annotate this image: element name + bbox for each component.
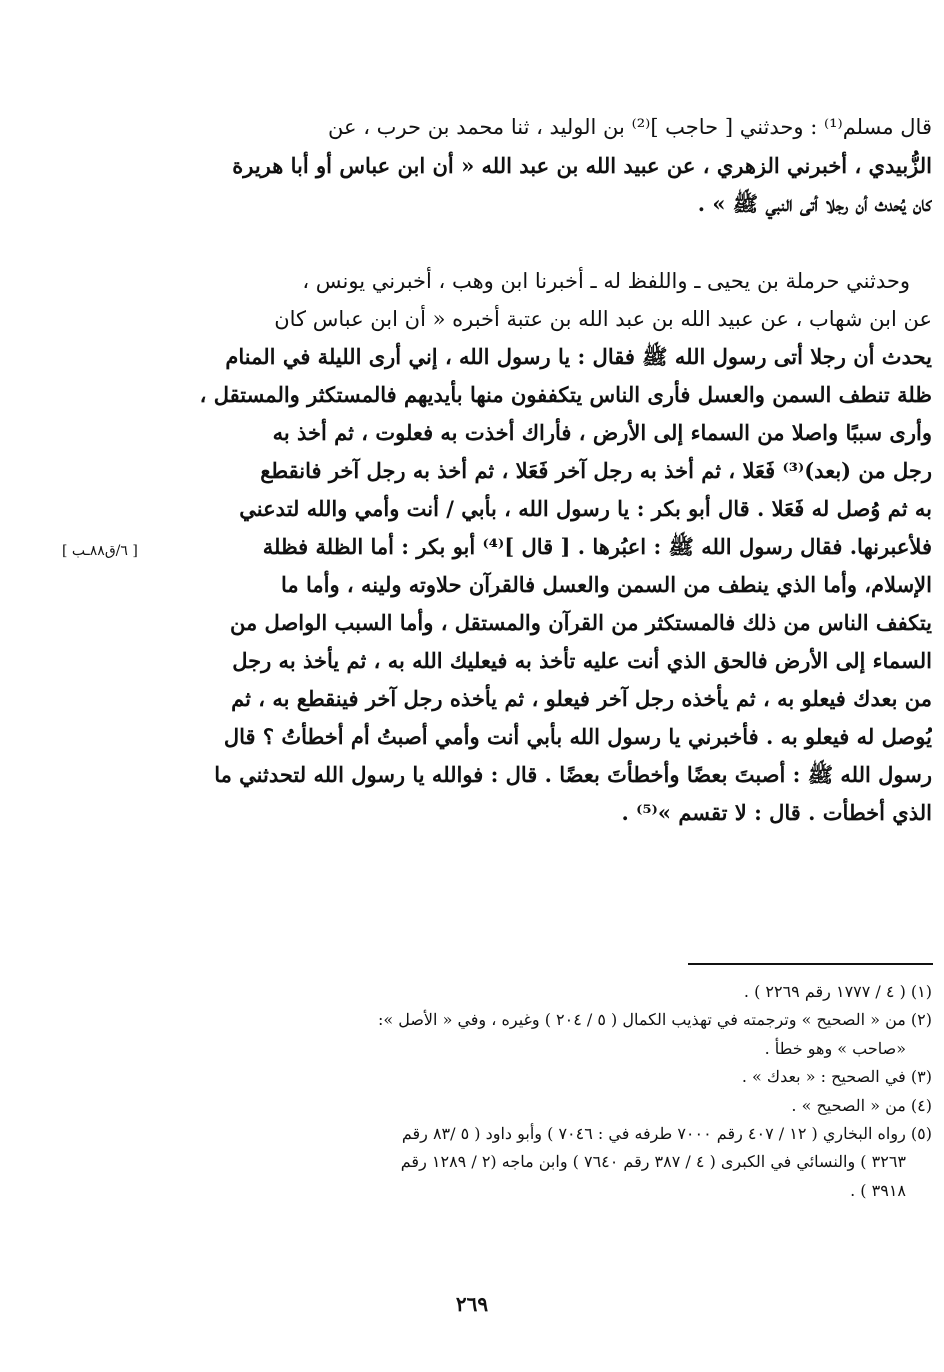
paragraph-1-line: الزُّبيدي ، أخبرني الزهري ، عن عبيد الله بن عبد الله « أن ابن عباس أو أبا هريرة [232,152,932,178]
paragraph-1-line: كان يُحدث أن رجلا أتى النبي ﷺ » . [697,191,932,217]
paragraph-2-line: وحدثني حرملة بن يحيى ـ واللفظ له ـ أخبرنا ابن وهب ، أخبرني يونس ، [302,269,910,293]
footnote-3: (٣) في الصحيح : « بعدك » . [741,1067,932,1087]
paragraph-2-line: رسول الله ﷺ : أصبتَ بعضًا وأخطأتَ بعضًا . قال : فوالله يا رسول الله لتحدثني ما [214,762,932,787]
paragraph-2-line: يتكفف الناس من ذلك فالمستكثر من القرآن والمستقل ، وأما السبب الواصل من [230,610,932,635]
paragraph-2-line: من بعدك فيعلو به ، ثم يأخذه رجل آخر فيعلو ، ثم يأخذه رجل آخر فينقطع به ، ثم [231,686,932,711]
footnote-2: (٢) من « الصحيح » وترجمته في تهذيب الكمال ( ٥ / ٢٠٤ ) وغيره ، وفي « الأصل »: [377,1010,932,1030]
paragraph-2-line: به ثم وُصل له فَعَلا . قال أبو بكر : يا رسول الله ، بأبي / أنت وأمي والله لتدعني [239,496,932,521]
paragraph-2-line: وأرى سببًا واصلا من السماء إلى الأرض ، فأراك أخذت به فعلوت ، ثم أخذ به [272,420,932,445]
paragraph-2-line: رجل من (بعد)⁽³⁾ فَعَلا ، ثم أخذ به رجل آخر فَعَلا ، ثم أخذ به رجل آخر فانقطع [260,458,932,483]
footnotes [190,978,932,1205]
footnote-5: (٥) رواه البخاري ( ١٢ / ٤٠٧ رقم ٧٠٠٠ طرفه في : ٧٠٤٦ ) وأبو داود ( ٥ /٨٣ رقم [401,1124,932,1144]
footnote-2-continuation: «صاحب » وهو خطأ . [764,1038,906,1058]
paragraph-2-line: الإسلام، وأما الذي ينطف من السمن والعسل فالقرآن حلاوته ولينه ، وأما ما [281,572,932,597]
footnote-5-continuation: ٣٢٦٣ ) والنسائي في الكبرى ( ٤ / ٣٨٧ رقم ٧٦٤٠ ) وابن ماجه (٢ / ١٢٨٩ رقم [400,1152,906,1172]
paragraph-2-line: يحدث أن رجلا أتى رسول الله ﷺ فقال : يا رسول الله ، إني أرى الليلة في المنام [225,344,932,369]
paragraph-2-line: الذي أخطأت . قال : لا تقسم »⁽⁵⁾ . [621,800,932,825]
paragraph-2-line: عن ابن شهاب ، عن عبيد الله بن عبد الله بن عتبة أخبره « أن ابن عباس كان [274,307,932,331]
paragraph-2-line: يُوصل له فيعلو به . فأخبرني يا رسول الله بأبي أنت وأمي أصبتُ أم أخطأتُ ؟ قال [223,724,932,749]
paragraph-2-line: السماء إلى الأرض فالحق الذي أنت عليه تأخذ به فيعليك الله به ، ثم يأخذ به رجل [232,648,932,673]
paragraph-2-line: فلأعبرنها. فقال رسول الله ﷺ : اعبُرها . [ قال ]⁽⁴⁾ أبو بكر : أما الظلة فظلة [262,534,932,559]
paragraph-2 [190,262,932,832]
paragraph-1 [190,108,932,224]
footnote-5-continuation: ٣٩١٨ ) . [850,1180,906,1200]
footnote-4: (٤) من « الصحيح » . [791,1095,932,1115]
footnote-separator [688,963,933,965]
footnote-1: (١) ( ٤ / ١٧٧٧ رقم ٢٢٦٩ ) . [743,982,932,1001]
manuscript-folio-note: [ ٦/ق٨٨ـب ] [62,543,138,559]
page-number: ٢٦٩ [455,1292,489,1316]
paragraph-1-line: قال مسلم⁽¹⁾ : وحدثني [ حاجب ]⁽²⁾ بن الوليد ، ثنا محمد بن حرب ، عن [328,115,932,139]
paragraph-2-line: ظلة تنطف السمن والعسل فأرى الناس يتكففون منها بأيديهم فالمستكثر والمستقل ، [199,382,932,407]
